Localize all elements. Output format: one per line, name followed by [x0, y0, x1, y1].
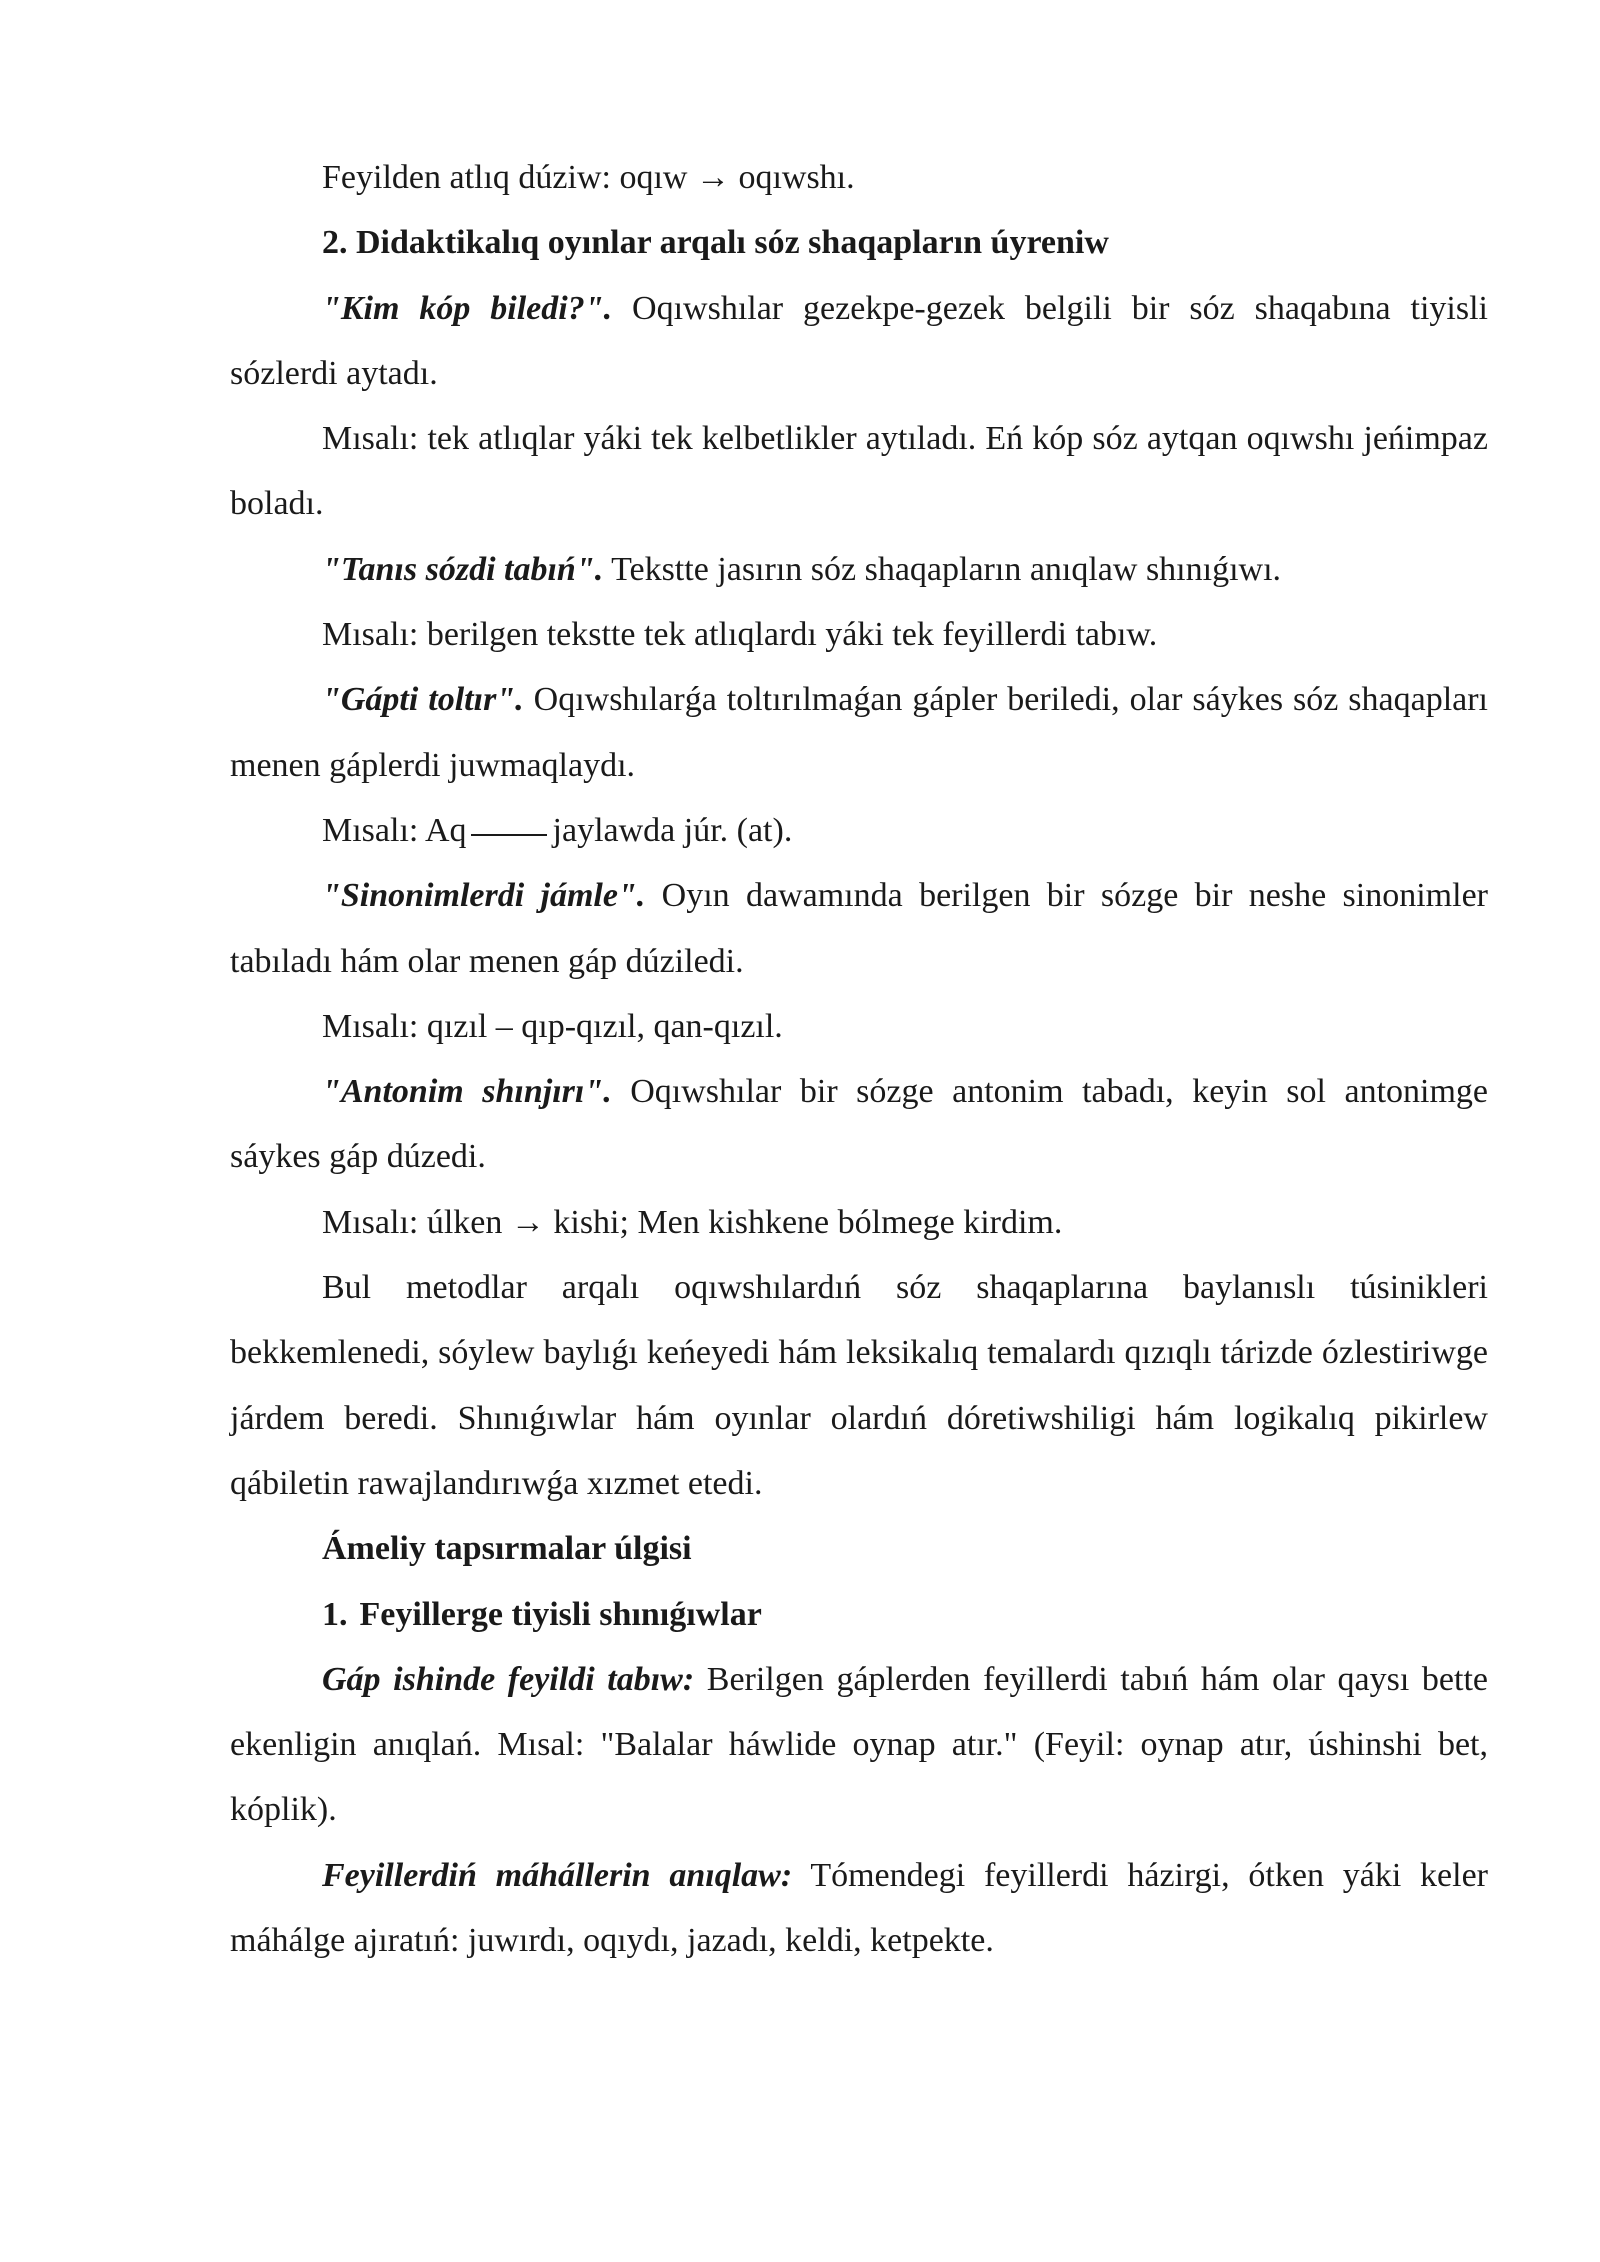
- game-title: "Gápti toltır".: [322, 681, 524, 719]
- paragraph-verb-to-noun: [230, 145, 1488, 210]
- paragraph-task-find-verb: [230, 1647, 1488, 1843]
- paragraph-example: [230, 1190, 1488, 1255]
- game-description: Oqıwshılar bir sózge antonim tabadı, keyin sol antonimge sáykes gáp dúzedi.: [230, 1073, 1489, 1176]
- game-title: "Antonim shınjırı".: [322, 1073, 612, 1111]
- paragraph-game-tanis-sozdi: [230, 537, 1488, 602]
- section-heading-practical-tasks: [230, 1516, 1488, 1581]
- section-heading-didactic-games: [230, 210, 1488, 275]
- game-description: Oyın dawamında berilgen bir sózge bir neshe sinonimler tabıladı hám olar menen gáp dúziledi.: [230, 877, 1488, 980]
- paragraph-task-verb-tenses: [230, 1843, 1488, 1974]
- task-description: Tómendegi feyillerdi házirgi, ótken yáki keler máhálge ajıratıń: juwırdı, oqıydı, jazadı, keldi, ketpekte.: [230, 1856, 1488, 1960]
- game-title: "Tanıs sózdi tabıń".: [322, 550, 604, 588]
- fill-in-blank: [471, 833, 547, 836]
- subheading-verb-exercises: [230, 1582, 1488, 1647]
- heading-text: Feyillerge tiyisli shınıǵıwlar: [359, 1595, 762, 1633]
- paragraph-example: [230, 602, 1488, 667]
- game-description: Oqıwshılarǵa toltırılmaǵan gápler beriledi, olar sáykes sóz shaqapları menen gáplerdi juwmaqlaydı.: [230, 681, 1489, 784]
- game-description: Oqıwshılar gezekpe-gezek belgili bir sóz shaqabına tiyisli sózlerdi aytadı.: [230, 289, 1488, 392]
- example-text: Mısalı: úlken → kishi; Men kishkene bólmege kirdim.: [322, 1203, 1063, 1241]
- heading-text: 2. Didaktikalıq oyınlar arqalı sóz shaqapların úyreniw: [322, 224, 1109, 262]
- paragraph-text: Feyilden atlıq dúziw: oqıw → oqıwshı.: [322, 159, 855, 196]
- paragraph-example-fill-blank: [230, 798, 1488, 863]
- example-text: Mısalı: Aq: [322, 811, 467, 849]
- paragraph-example: [230, 406, 1488, 537]
- task-title: Feyillerdiń máhállerin anıqlaw:: [322, 1856, 793, 1894]
- summary-text: Bul metodlar arqalı oqıwshılardıń sóz shaqaplarına baylanıslı túsinikleri bekkemlenedi, sóylew baylıǵı keńeyedi hám leksikalıq temalardı qızıqlı tárizde ózlestiriwge járdem beredi. Shınıǵıwlar hám oyınlar olardıń dóretiwshiligi hám logikalıq pikirlew qábiletin rawajlandırıwǵa xızmet etedi.: [230, 1269, 1488, 1502]
- game-title: "Kim kóp biledi?".: [322, 289, 613, 327]
- example-text: Mısalı: berilgen tekstte tek atlıqlardı yáki tek feyillerdi tabıw.: [322, 616, 1158, 654]
- paragraph-game-sinonimler: [230, 863, 1488, 994]
- paragraph-game-gapti-toltir: [230, 667, 1488, 798]
- game-description: Tekstte jasırın sóz shaqapların anıqlaw shınıǵıwı.: [603, 550, 1282, 588]
- paragraph-game-antonim: [230, 1059, 1488, 1190]
- example-text: Mısalı: tek atlıqlar yáki tek kelbetlikler aytıladı. Eń kóp sóz aytqan oqıwshı jeńimpaz boladı.: [230, 420, 1488, 523]
- task-description: Berilgen gáplerden feyillerdi tabıń hám olar qaysı bette ekenligin anıqlań. Mısal: "Balalar háwlide oynap atır." (Feyil: oynap atır, úshinshi bet, kóplik).: [230, 1660, 1488, 1829]
- paragraph-example: [230, 994, 1488, 1059]
- list-number: 1.: [322, 1595, 348, 1633]
- heading-text: Ámeliy tapsırmalar úlgisi: [322, 1530, 692, 1568]
- example-text: jaylawda júr. (at).: [552, 811, 793, 849]
- task-title: Gáp ishinde feyildi tabıw:: [322, 1660, 695, 1698]
- example-text: Mısalı: qızıl – qıp-qızıl, qan-qızıl.: [322, 1007, 783, 1045]
- paragraph-summary: [230, 1255, 1488, 1516]
- paragraph-game-kim-kop-biledi: [230, 276, 1488, 407]
- game-title: "Sinonimlerdi jámle".: [322, 877, 646, 915]
- document-page: [230, 145, 1488, 1973]
